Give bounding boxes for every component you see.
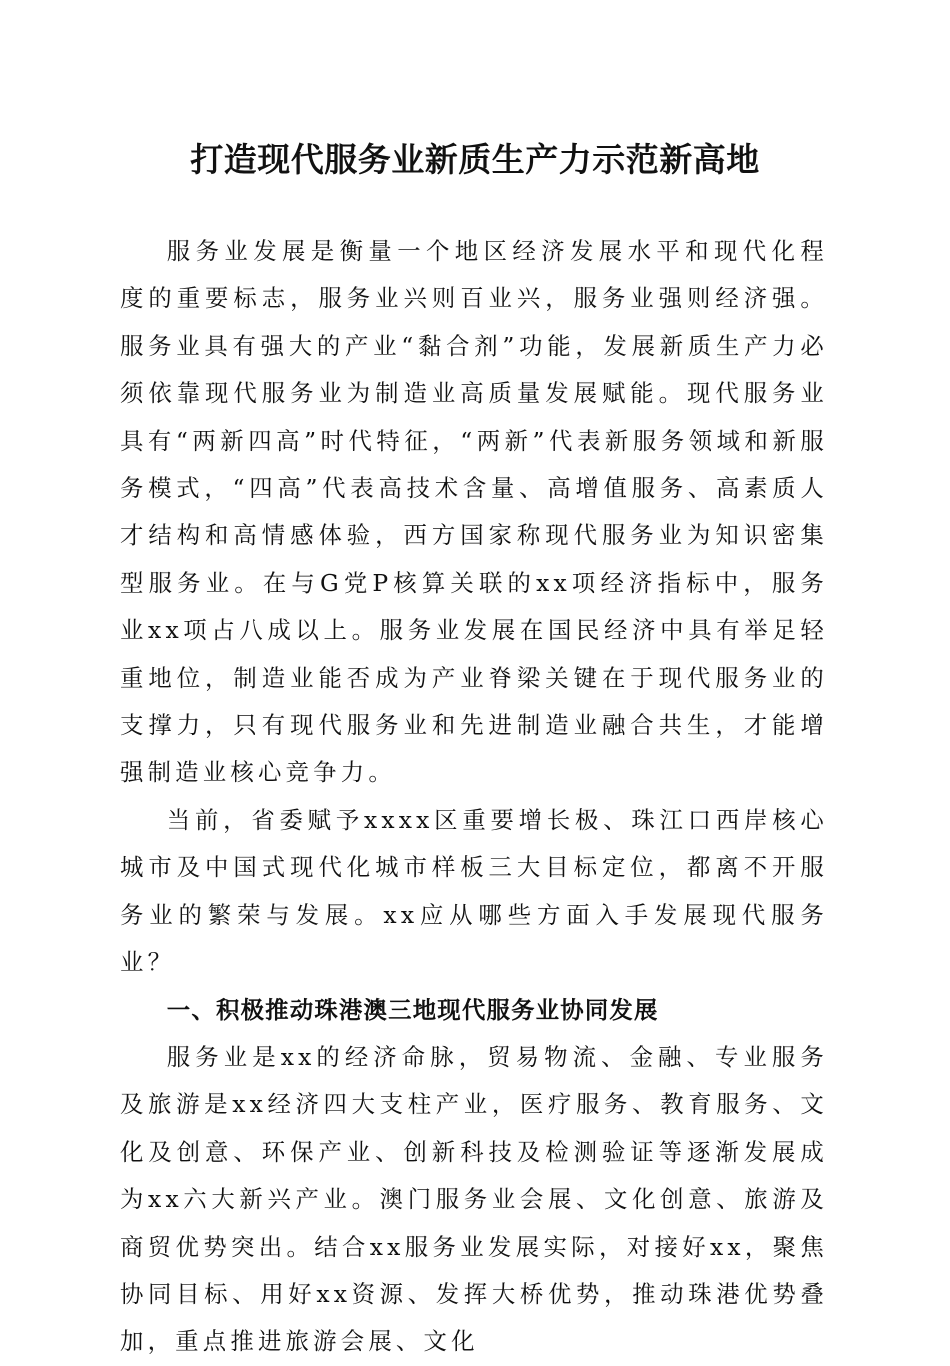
- document-body: [120, 228, 828, 1366]
- context-paragraph: 当前，省委赋予xxxx区重要增长极、珠江口西岸核心城市及中国式现代化城市样板三大目标定位，都离不开服务业的繁荣与发展。xx应从哪些方面入手发展现代服务业？: [120, 805, 828, 977]
- section-paragraph: 服务业是xx的经济命脉，贸易物流、金融、专业服务及旅游是xx经济四大支柱产业，医疗服务、教育服务、文化及创意、环保产业、创新科技及检测验证等逐渐发展成为xx六大新兴产业。澳门服务业会展、文化创意、旅游及商贸优势突出。结合xx服务业发展实际，对接好xx，聚焦协同目标、用好xx资源、发挥大桥优势，推动珠港优势叠加，重点推进旅游会展、文化: [120, 1042, 828, 1356]
- document-title: 打造现代服务业新质生产力示范新高地: [190, 140, 760, 179]
- intro-paragraph: 服务业发展是衡量一个地区经济发展水平和现代化程度的重要标志，服务业兴则百业兴，服务业强则经济强。服务业具有强大的产业“黏合剂”功能，发展新质生产力必须依靠现代服务业为制造业高质量发展赋能。现代服务业具有“两新四高”时代特征，“两新”代表新服务领域和新服务模式，“四高”代表高技术含量、高增值服务、高素质人才结构和高情感体验，西方国家称现代服务业为知识密集型服务业。在与G党P核算关联的xx项经济指标中，服务业xx项占八成以上。服务业发展在国民经济中具有举足轻重地位，制造业能否成为产业脊梁关键在于现代服务业的支撑力，只有现代服务业和先进制造业融合共生，才能增强制造业核心竞争力。: [120, 237, 828, 787]
- section-heading: 一、积极推动珠港澳三地现代服务业协同发展: [166, 995, 659, 1024]
